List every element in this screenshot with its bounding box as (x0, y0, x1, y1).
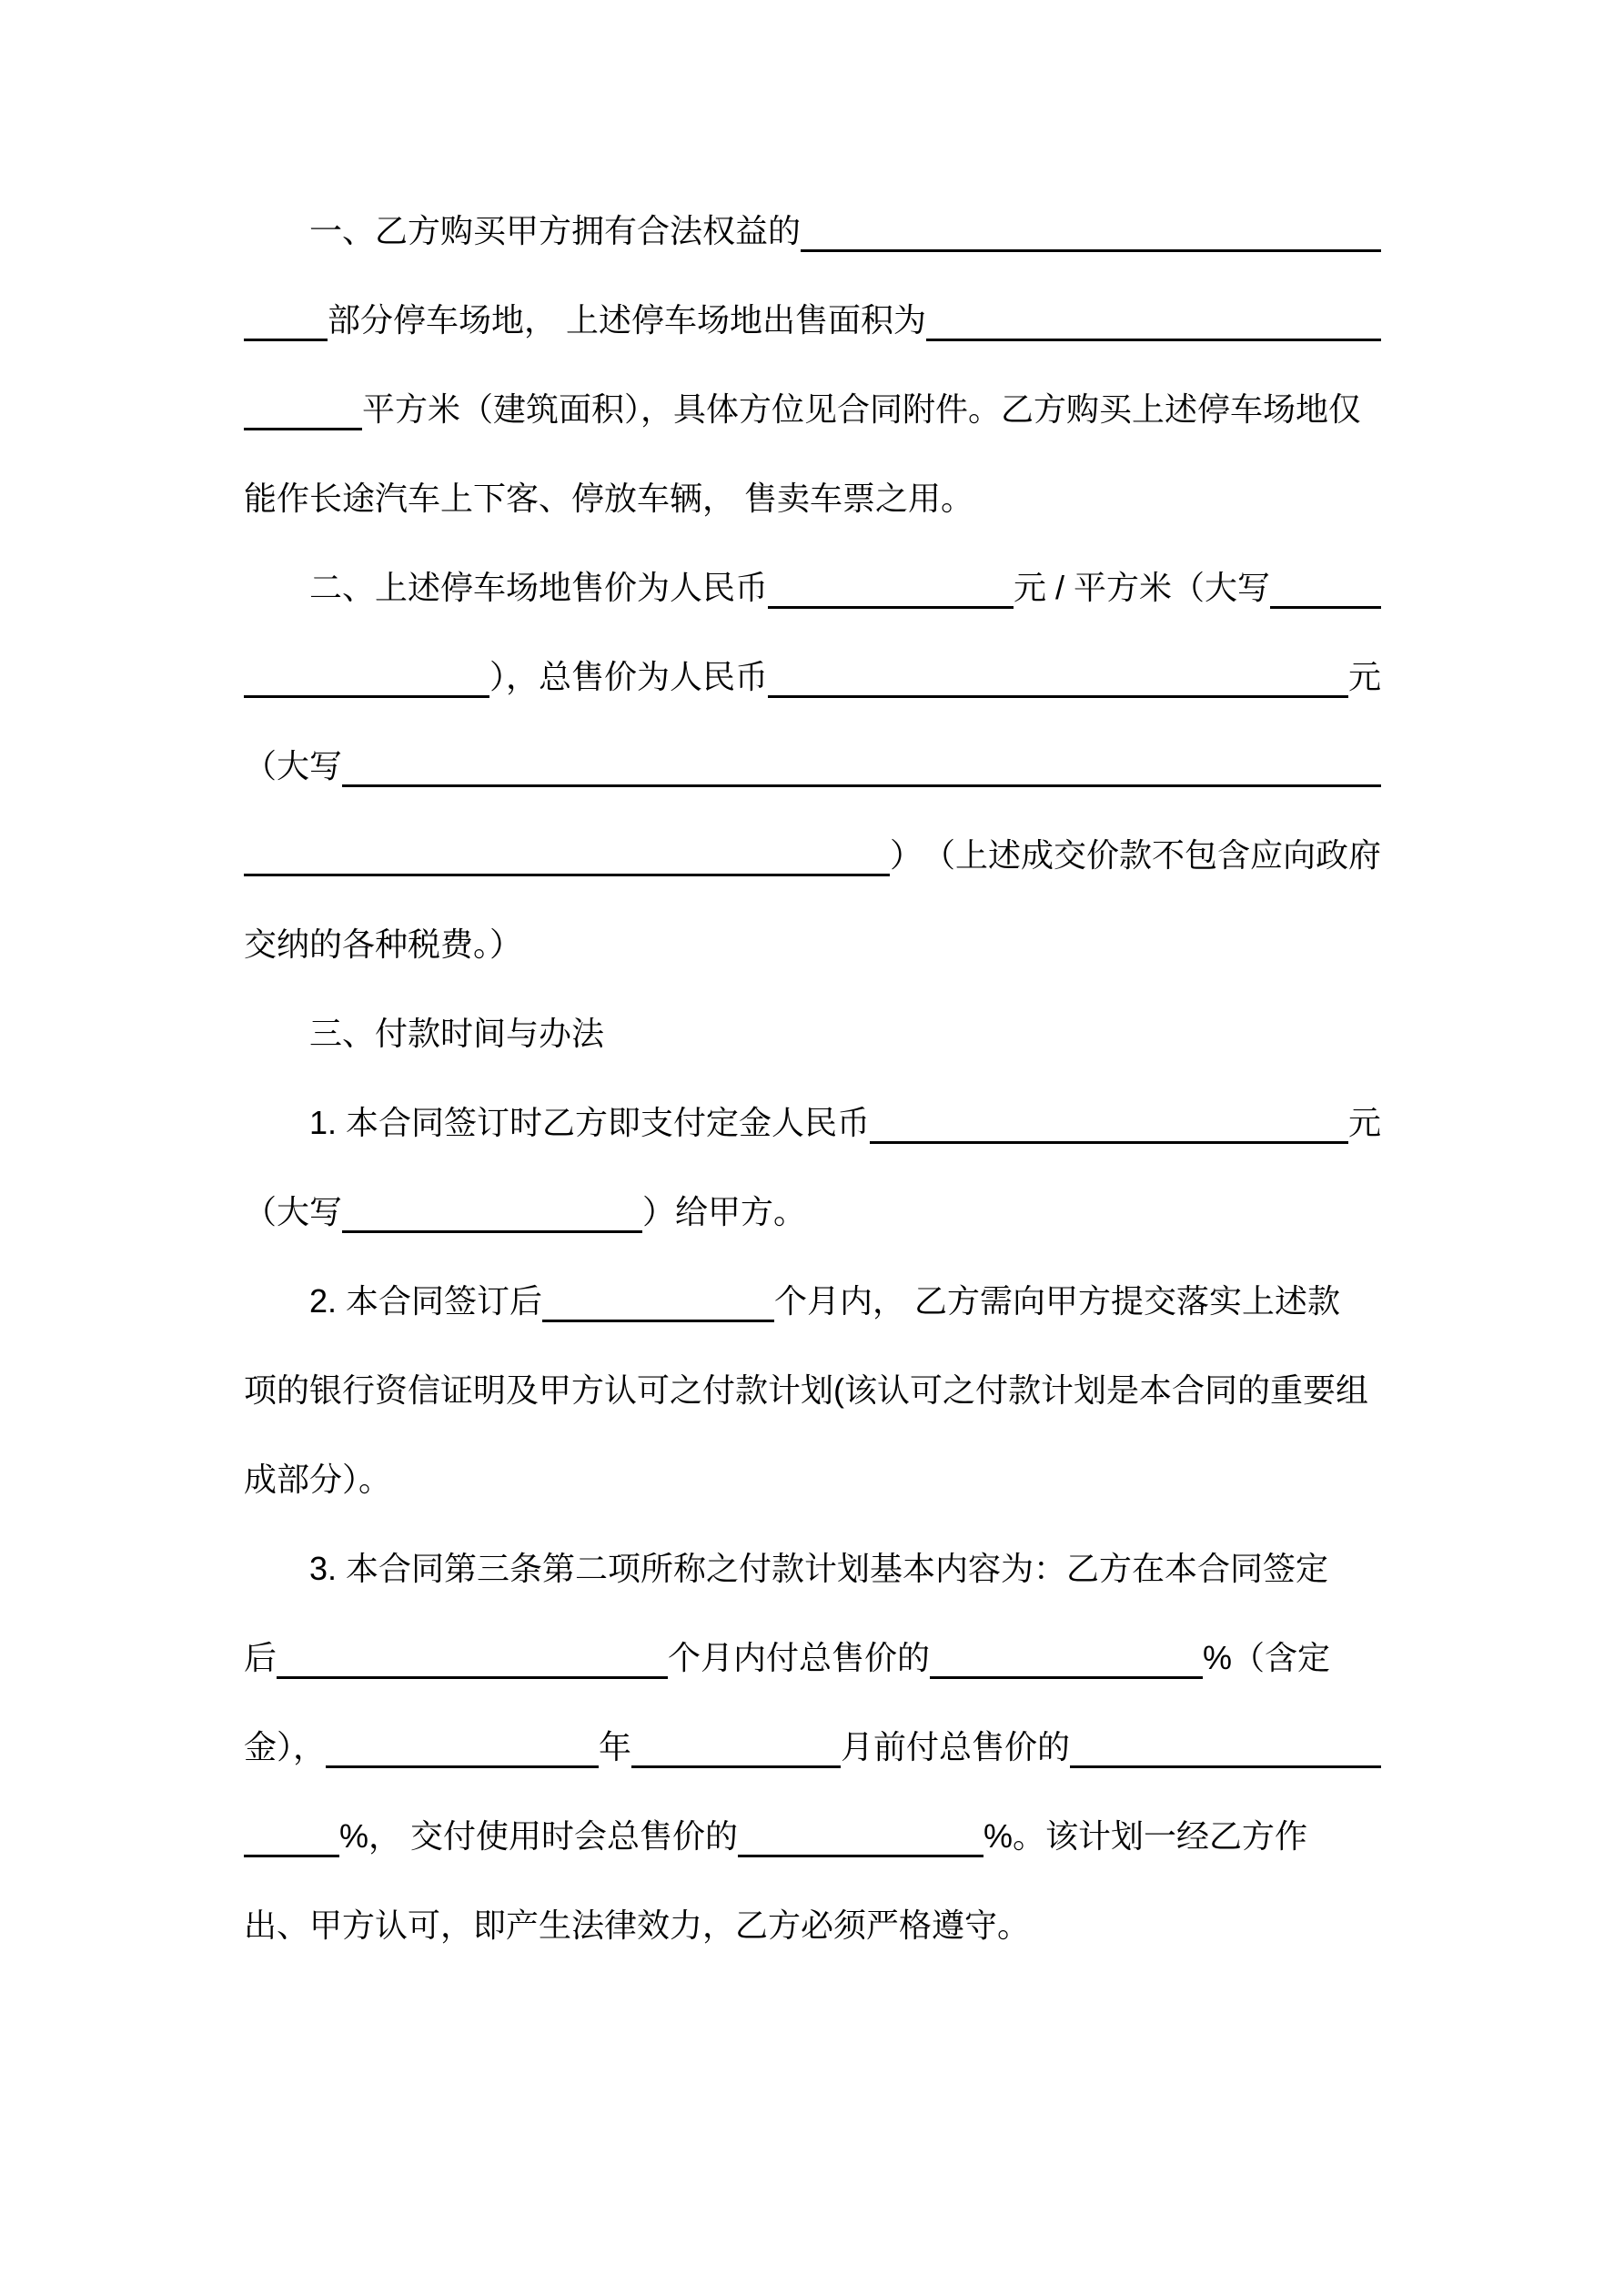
fill-in-blank (277, 1640, 668, 1679)
contract-line (244, 811, 1381, 900)
fill-in-blank (326, 1729, 599, 1768)
contract-line (244, 1435, 1381, 1524)
contract-line (244, 900, 1381, 989)
text-run: 部分停车场地， 上述停车场地出售面积为 (328, 301, 927, 339)
fill-in-blank (768, 570, 1014, 609)
fill-in-blank (244, 391, 362, 430)
fill-in-blank (631, 1729, 841, 1768)
fill-in-blank (1070, 1729, 1381, 1768)
contract-line (244, 454, 1381, 543)
text-run: %（含定 (1203, 1639, 1331, 1676)
contract-line (244, 543, 1381, 632)
fill-in-blank (768, 659, 1348, 698)
contract-line (244, 1257, 1381, 1346)
text-run: %。该计划一经乙方作 (983, 1817, 1308, 1855)
text-run: 1. 本合同签订时乙方即支付定金人民币 (244, 1104, 871, 1141)
contract-line (244, 1168, 1381, 1257)
text-run: 平方米（建筑面积），具体方位见合同附件。乙方购买上述停车场地仅 (362, 390, 1362, 428)
text-run: 个月内， 乙方需向甲方提交落实上述款 (774, 1282, 1341, 1320)
contract-line (244, 722, 1381, 811)
text-run: 出、甲方认可，即产生法律效力，乙方必须严格遵守。 (244, 1907, 1031, 1944)
text-run: 元 (1347, 1104, 1381, 1141)
text-run: %， 交付使用时会总售价的 (339, 1817, 739, 1855)
text-run: 后 (244, 1639, 277, 1676)
text-run: 元 / 平方米（大写 (1014, 569, 1271, 606)
text-run: （大写 (244, 1193, 343, 1230)
text-run: 三、付款时间与办法 (244, 1015, 605, 1052)
text-run: 个月内付总售价的 (668, 1639, 931, 1676)
text-run: 3. 本合同第三条第二项所称之付款计划基本内容为：乙方在本合同签定 (244, 1550, 1329, 1587)
text-run: 成部分）。 (244, 1461, 392, 1498)
fill-in-blank (542, 1283, 774, 1322)
fill-in-blank (244, 659, 489, 698)
text-run: 年 (599, 1728, 632, 1765)
text-run: ） （上述成交价款不包含应向政府 (889, 836, 1381, 874)
fill-in-blank (930, 1640, 1203, 1679)
text-run: 一、乙方购买甲方拥有合法权益的 (244, 212, 802, 249)
fill-in-blank (870, 1105, 1348, 1144)
contract-line (244, 365, 1381, 454)
fill-in-blank (342, 748, 1381, 787)
text-run: 项的银行资信证明及甲方认可之付款计划(该认可之付款计划是本合同的重要组 (244, 1371, 1368, 1409)
contract-line (244, 1792, 1381, 1881)
text-run: 元 (1347, 658, 1381, 695)
contract-line (244, 276, 1381, 365)
text-run: 2. 本合同签订后 (244, 1282, 543, 1320)
contract-line (244, 1703, 1381, 1792)
contract-line (244, 1346, 1381, 1435)
fill-in-blank (801, 213, 1381, 252)
fill-in-blank (244, 302, 328, 341)
text-run: ），总售价为人民币 (489, 658, 769, 695)
text-run: ）给甲方。 (642, 1193, 807, 1230)
text-run: 月前付总售价的 (841, 1728, 1071, 1765)
fill-in-blank (926, 302, 1381, 341)
contract-line (244, 1613, 1381, 1703)
contract-line (244, 989, 1381, 1078)
text-run: 能作长途汽车上下客、停放车辆， 售卖车票之用。 (244, 480, 974, 517)
text-run: （大写 (244, 747, 343, 784)
contract-line (244, 1881, 1381, 1970)
fill-in-blank (1270, 570, 1381, 609)
text-run: 金）， (244, 1728, 327, 1765)
fill-in-blank (738, 1818, 983, 1857)
contract-line (244, 1078, 1381, 1168)
contract-line (244, 632, 1381, 722)
text-run: 二、上述停车场地售价为人民币 (244, 569, 769, 606)
fill-in-blank (342, 1194, 642, 1233)
contract-line (244, 1524, 1381, 1613)
fill-in-blank (244, 837, 890, 876)
text-run: 交纳的各种税费。） (244, 925, 523, 963)
fill-in-blank (244, 1818, 339, 1857)
contract-line (244, 187, 1381, 276)
